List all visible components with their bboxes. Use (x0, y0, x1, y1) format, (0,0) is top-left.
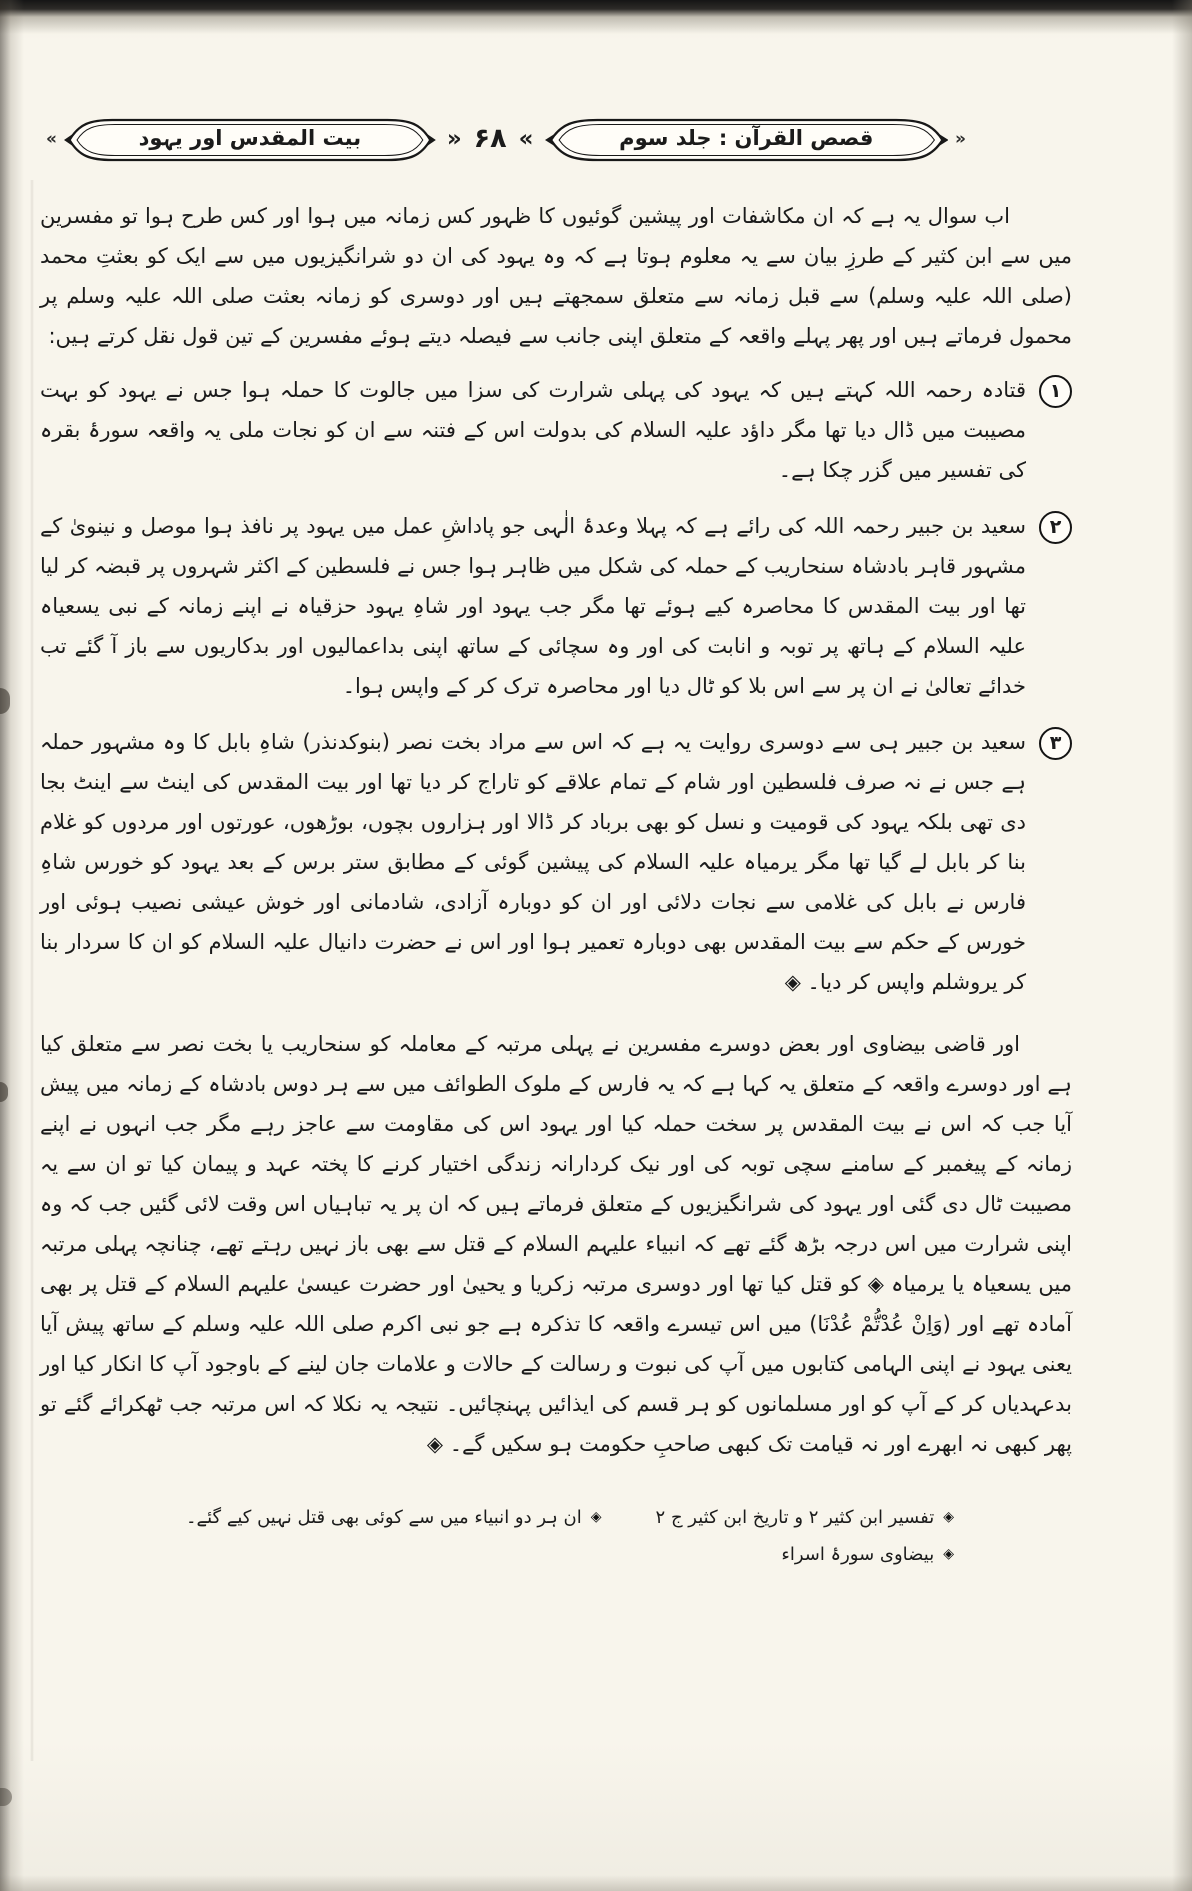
scan-smudge (0, 1788, 12, 1806)
footnote-marker-icon: ◈ (943, 1509, 954, 1525)
closing-paragraph: اور قاضی بیضاوی اور بعض دوسرے مفسرین نے پہلی مرتبہ کے معاملہ کو سنحاریب یا بخت نصر سے متعلق کیا ہے اور دوسرے واقعہ کے متعلق یہ کہا ہے کہ یہ فارس کے ملوک الطوائف میں سے ہر دوس بادشاہ کے زمانہ میں پیش آیا جب کہ اس نے بیت المقدس پر سخت حملہ کیا اور یہود اس کی مقاومت سے عاجز رہے مگر جب انہوں نے اپنے زمانہ کے پیغمبر کے سامنے سچی توبہ کی اور نیک کردارانہ زندگی اختیار کرنے کا پختہ عہد و پیمان کیا تو ان سے یہ مصیبت ٹال دی گئی اور یہود کی شرانگیزیوں کے متعلق فرماتے ہیں کہ ان پر یہ تباہیاں اس وقت لائی گئیں جب کہ وہ اپنی شرارت میں اس درجہ بڑھ گئے تھے کہ انبیاء علیہم السلام کے قتل سے بھی باز نہیں رہتے تھے، چنانچہ پہلی مرتبہ میں یسعیاہ یا یرمیاہ ◈ کو قتل کیا تھا اور دوسری مرتبہ زکریا و یحییٰ اور حضرت عیسیٰ علیہم السلام کے قتل پر بھی آمادہ تھے اور (وَاِنْ عُدْتُّمْ عُدْنَا) میں اس تیسرے واقعہ کا تذکرہ ہے جو نبی اکرم صلی اللہ علیہ وسلم کے ساتھ پیش آیا یعنی یہود نے اپنی الہامی کتابوں میں آپ کی نبوت و رسالت کے حالات و علامات جان لینے کے باوجود آپ کا انکار کیا اور بدعہدیاں کر کے آپ کو اور مسلمانوں کو ہر قسم کی ایذائیں پہنچائیں۔ نتیجہ یہ نکلا کہ اس مرتبہ جب ٹھکرائے گئے تو پھر کبھی نہ ابھرے اور نہ قیامت تک کبھی صاحبِ حکومت ہو سکیں گے۔ ◈ (40, 1032, 1072, 1456)
item-text-2: سعید بن جبیر رحمہ اللہ کی رائے ہے کہ پہلا وعدۂ الٰہی جو پاداشِ عمل میں یہود پر نافذ ہوا موصل و نینویٰ کے مشہور قاہر بادشاہ سنحاریب کے حملہ کی شکل میں ظاہر ہوا جس نے فلسطین کے اکثر شہروں پر قبضہ کر لیا تھا اور بیت المقدس کا محاصرہ کیے ہوئے تھا مگر جب یہود اور شاہِ یہود حزقیاہ نے اپنے زمانہ کے نبی یسعیاہ علیہ السلام کے ہاتھ پر توبہ و انابت کی اور وہ سچائی کے ساتھ اپنی بداعمالیوں اور بدکاریوں سے باز آ گئے تب خدائے تعالیٰ نے ان پر سے اس بلا کو ٹال دیا اور محاصرہ ترک کر کے واپس ہوا۔ (40, 514, 1026, 698)
page-number: ۶۸ (473, 122, 507, 154)
book-title-banner (545, 115, 949, 165)
scan-edge-bottom (0, 1875, 1192, 1891)
footnote-marker-icon: ◈ (943, 1546, 954, 1562)
item-text-3: سعید بن جبیر ہی سے دوسری روایت یہ ہے کہ اس سے مراد بخت نصر (بنوکدنذر) شاہِ بابل کا وہ مشہور حملہ ہے جس نے نہ صرف فلسطین اور شام کے تمام علاقے کو تاراج کر دیا تھا اور بیت المقدس کی اینٹ سے اینٹ بجا دی تھی بلکہ یہود کی قومیت و نسل کو بھی برباد کر ڈالا اور ہزاروں بچوں، بوڑھوں، عورتوں اور مردوں کو غلام بنا کر بابل لے گیا تھا مگر یرمیاہ علیہ السلام کی پیشین گوئی کے مطابق ستر برس کے بعد یہود کو خورس شاہِ فارس نے بابل کی غلامی سے نجات دلائی اور ان کو دوبارہ آزادی، شادمانی اور خوش عیشی نصیب ہوئی اور خورس کے حکم سے بیت المقدس بھی دوبارہ تعمیر ہوا اور اس نے حضرت دانیال علیہ السلام کو ان کا سردار بنا کر یروشلم واپس کر دیا۔ ◈ (40, 730, 1026, 994)
chapter-title: بیت المقدس اور یہود (138, 126, 362, 150)
footnote-row-2 (40, 1537, 954, 1574)
footnotes (40, 1500, 1072, 1574)
page-header (46, 114, 966, 166)
item-text-1: قتادہ رحمہ اللہ کہتے ہیں کہ یہود کی پہلی شرارت کی سزا میں جالوت کا حملہ ہوا جس نے یہود کو بہت مصیبت میں ڈال دیا تھا مگر داؤد علیہ السلام کی بدولت اس کے فتنہ سے ان کو نجات ملی یہ واقعہ سورۂ بقرہ کی تفسیر میں گزر چکا ہے۔ (40, 378, 1026, 482)
item-number-1: ۱ (1039, 375, 1072, 408)
footnote-marker-icon: ◈ (590, 1509, 602, 1525)
footnote-2-text: ان ہر دو انبیاء میں سے کوئی بھی قتل نہیں کیے گئے۔ (186, 1507, 582, 1528)
page-number-ornament-right: « (518, 126, 534, 152)
header-edge-ornament-right: » (955, 129, 966, 149)
numbered-item-2 (40, 506, 1072, 706)
item-number-2: ۲ (1039, 511, 1072, 544)
footnote-3 (781, 1537, 954, 1574)
page-body (0, 166, 1192, 1574)
chapter-title-banner (64, 115, 436, 165)
page-number-group (443, 123, 538, 158)
footnote-1 (656, 1500, 954, 1537)
footnote-2 (186, 1500, 602, 1537)
header-edge-ornament-left: « (46, 129, 57, 149)
book-title: قصص القرآن : جلد سوم (619, 126, 874, 150)
page-number-ornament-left: » (446, 126, 462, 152)
scan-edge-top (0, 0, 1192, 34)
footnote-1-text: تفسیر ابن کثیر ۲ و تاریخ ابن کثیر ج ۲ (655, 1507, 935, 1528)
intro-paragraph: اب سوال یہ ہے کہ ان مکاشفات اور پیشین گوئیوں کا ظہور کس زمانہ میں ہوا اور کس طرح ہوا تو مفسرین میں سے ابن کثیر کے طرزِ بیان سے یہ معلوم ہوتا ہے کہ وہ یہود کی ان دو شرانگیزیوں میں سے ایک کو بعثتِ محمد (صلی اللہ علیہ وسلم) سے قبل زمانہ سے متعلق سمجھتے ہیں اور دوسری کو زمانہ بعثت صلی اللہ علیہ وسلم پر محمول فرماتے ہیں اور پھر پہلے واقعہ کے متعلق اپنی جانب سے فیصلہ دیتے ہوئے مفسرین کے تین قول نقل کرتے ہیں: (40, 204, 1072, 348)
footnote-row-1 (40, 1500, 954, 1537)
paper-crease (30, 180, 34, 1761)
numbered-item-3 (40, 722, 1072, 1002)
numbered-item-1 (40, 370, 1072, 490)
item-number-3: ۳ (1039, 727, 1072, 760)
footnote-3-text: بیضاوی سورۂ اسراء (781, 1544, 935, 1565)
